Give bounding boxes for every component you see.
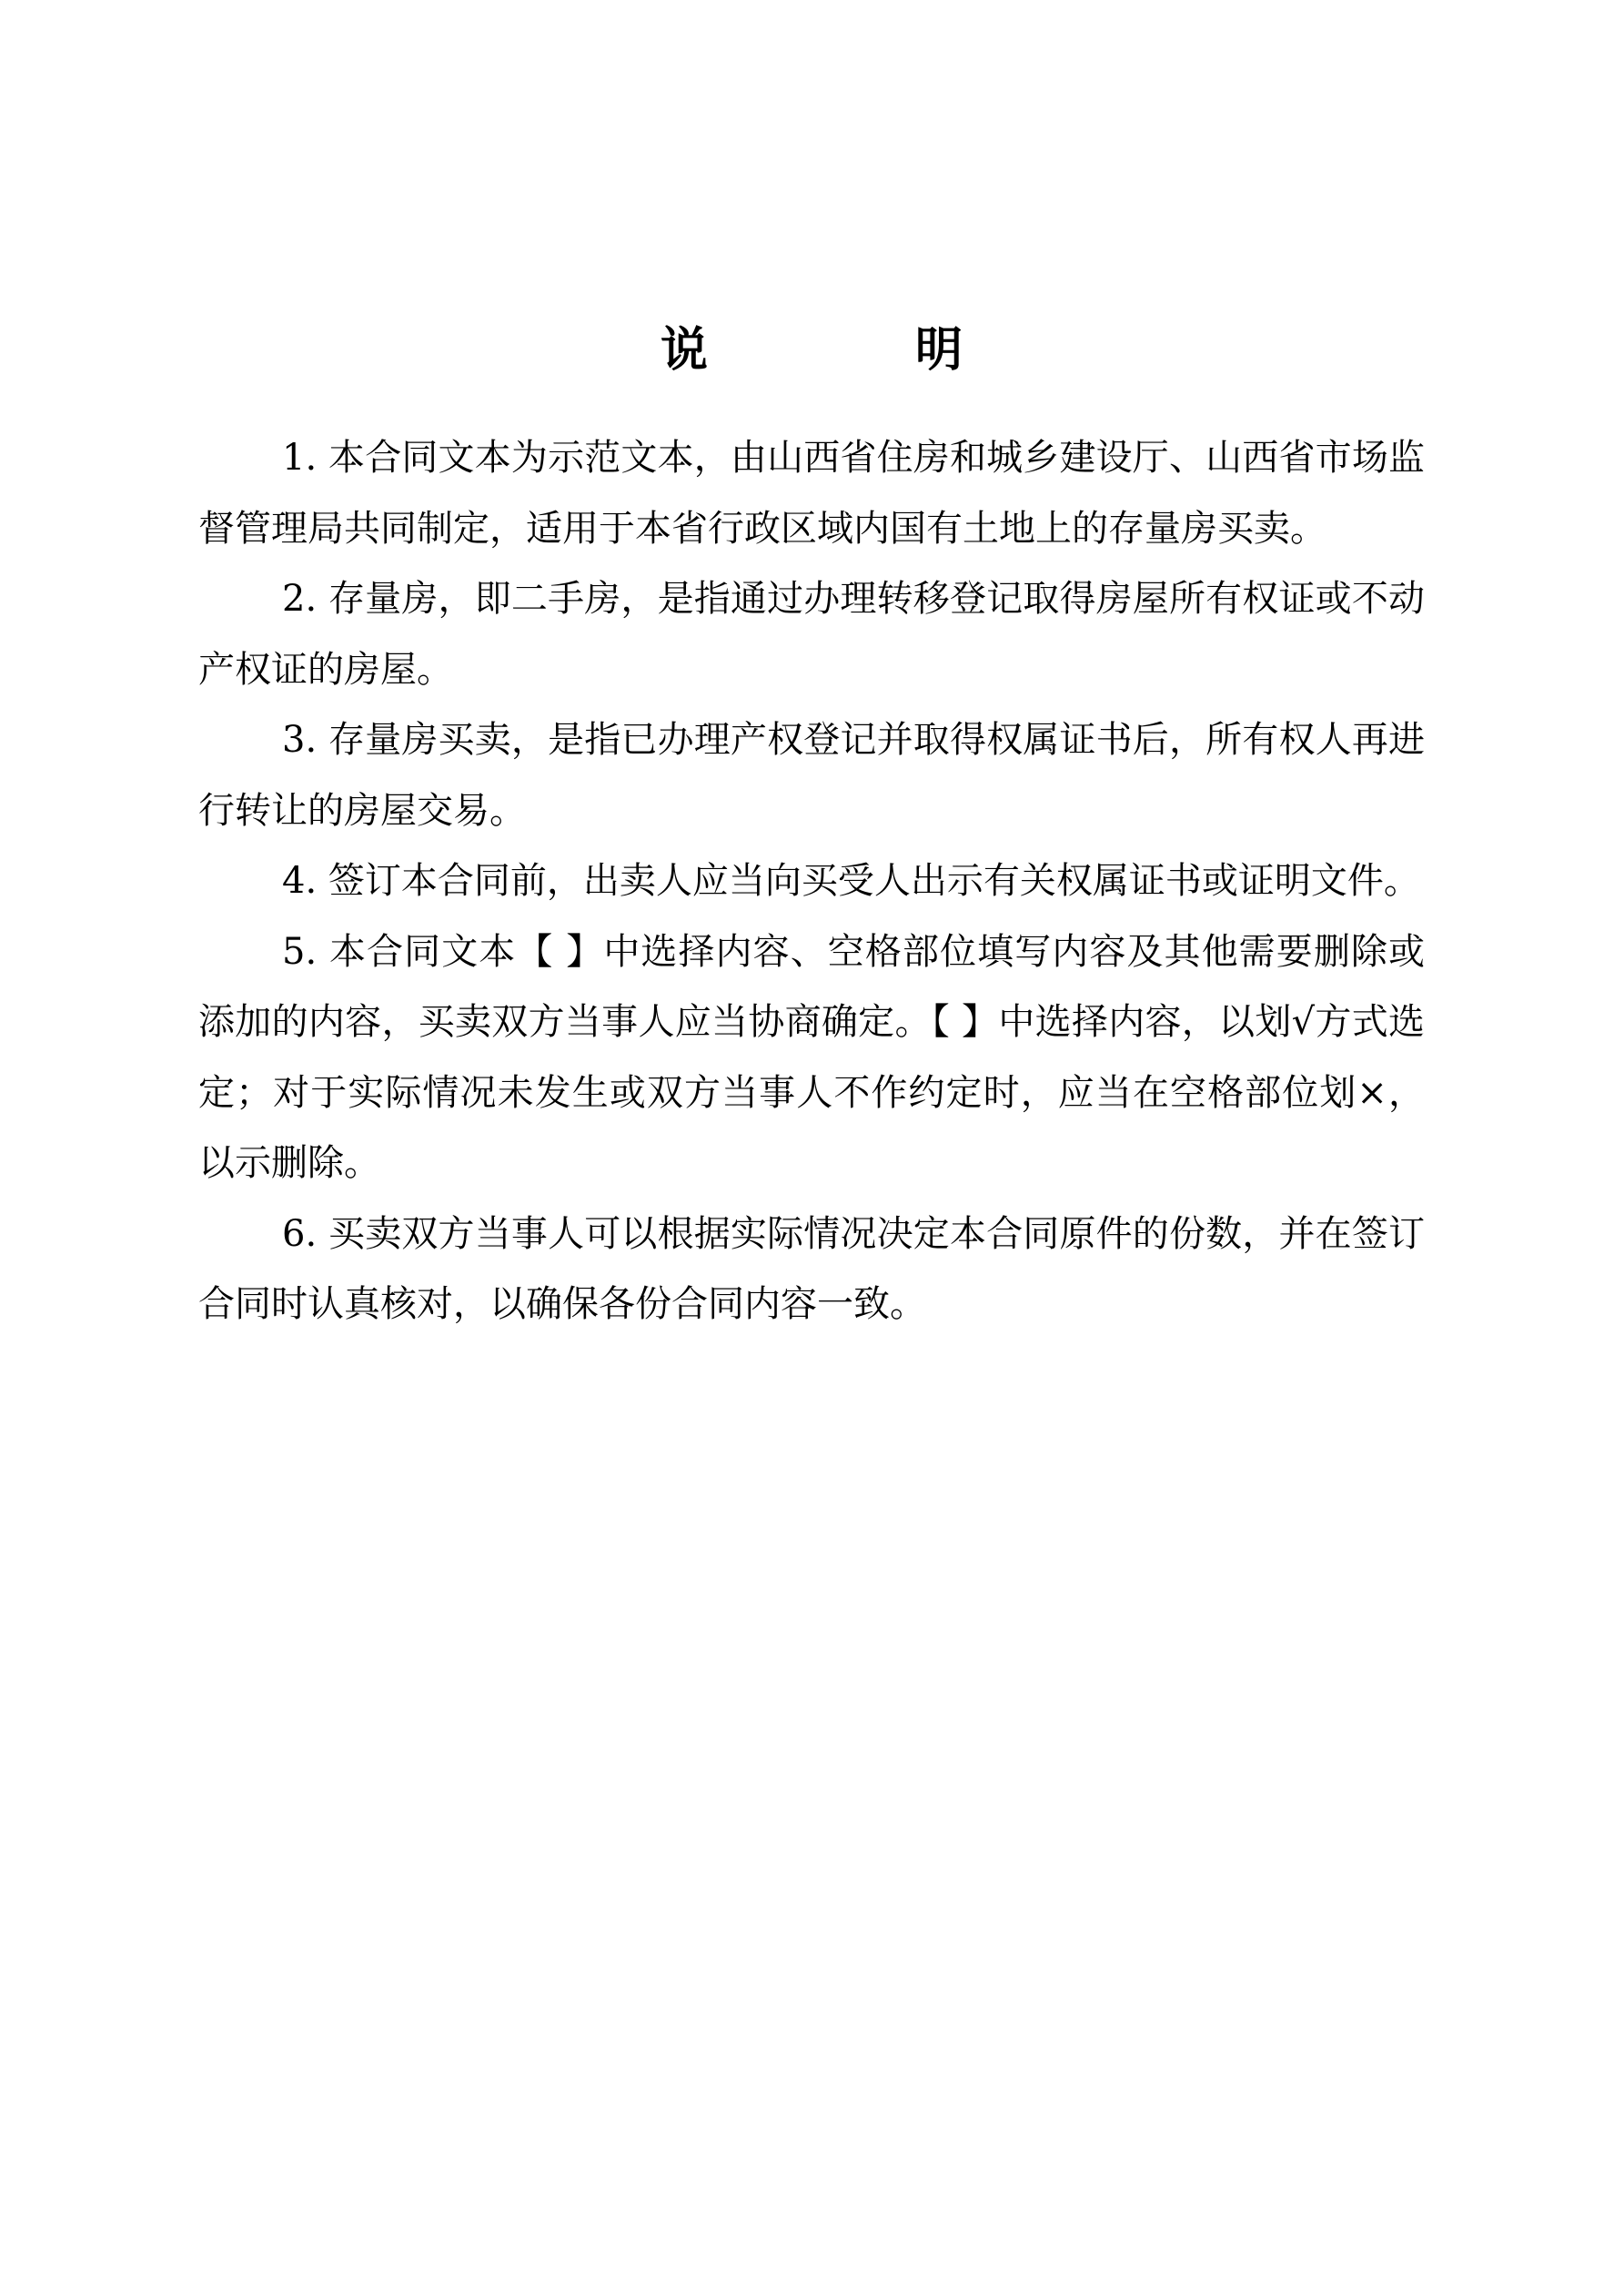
instruction-item-2: 2. 存量房，即二手房，是指通过办理转移登记取得房屋所有权证或不动产权证的房屋。: [198, 578, 1425, 691]
instruction-item-1: 1. 本合同文本为示范文本，由山西省住房和城乡建设厅、山西省市场监督管理局共同制定，适用于本省行政区域内国有土地上的存量房买卖。: [198, 437, 1425, 550]
instruction-item-4: 4. 签订本合同前，出卖人应当向买受人出示有关权属证书或证明文件。: [282, 860, 1420, 902]
instruction-item-5: 5. 本合同文本【 】中选择内容、空格部位填写内容及其他需要删除或添加的内容，买卖双方当事人应当协商确定。【 】中选择内容，以划√方式选定；对于实际情况未发生或双方当事人不作约定时，应当在空格部位划×，以示删除。: [198, 930, 1425, 1184]
instruction-item-3: 3. 存量房买卖，是指已办理产权登记并取得权属证书后，所有权人再进行转让的房屋交易。: [198, 719, 1425, 832]
instruction-item-6: 6. 买卖双方当事人可以根据实际情况决定本合同原件的份数，并在签订合同时认真核对，以确保各份合同内容一致。: [198, 1212, 1425, 1325]
instructions-body: [198, 423, 1425, 1340]
page-title: 说 明: [660, 323, 1043, 378]
